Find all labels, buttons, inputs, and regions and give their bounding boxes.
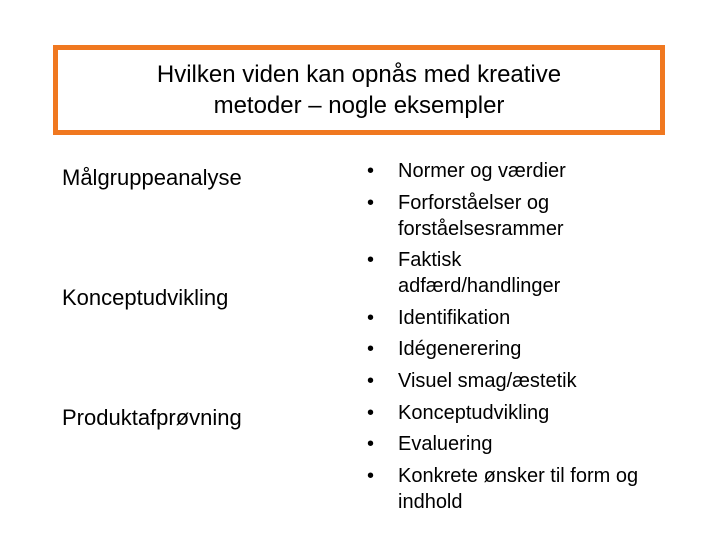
bullet-text: Idégenerering: [398, 338, 522, 361]
slide-title-line-1: Hvilken viden kan opnås med kreative: [156, 61, 562, 88]
bullet-dot: •: [367, 401, 375, 424]
bullet-dot: •: [367, 306, 375, 329]
bullet-dot: •: [367, 191, 375, 214]
left-item-konceptudvikling: Konceptudvikling: [62, 285, 229, 310]
left-item-maalgruppeanalyse: Målgruppeanalyse: [62, 165, 242, 190]
bullet-text: Identifikation: [398, 306, 511, 329]
bullet-dot: •: [367, 369, 375, 392]
bullet-item: [367, 463, 668, 515]
bullet-text: Normer og værdier: [398, 160, 566, 182]
bullet-text: Forforståelser og forståelsesrammer: [398, 191, 564, 240]
bullet-item: [367, 305, 712, 331]
bullet-item: [367, 431, 712, 457]
bullet-item: [367, 158, 712, 184]
bullet-text: Konkrete ønsker til form og indhold: [398, 464, 639, 513]
bullet-item: [367, 247, 623, 299]
bullet-text: Visuel smag/æstetik: [398, 369, 577, 392]
bullet-item: [367, 190, 623, 242]
bullet-item: [367, 336, 712, 362]
bullet-text: Konceptudvikling: [398, 401, 550, 424]
left-item-produktafproevning: Produktafprøvning: [62, 405, 242, 430]
title-box: [53, 45, 665, 135]
bullet-dot: •: [367, 464, 375, 487]
slide-title-line-2: metoder – nogle eksempler: [213, 92, 505, 119]
bullet-dot: •: [367, 160, 375, 182]
bullet-item: [367, 368, 712, 394]
bullet-text: Faktisk adfærd/handlinger: [398, 249, 561, 298]
bullet-dot: •: [367, 249, 375, 272]
bullet-dot: •: [367, 433, 375, 456]
bullet-item: [367, 400, 712, 426]
bullet-text: Evaluering: [398, 433, 493, 456]
bullet-list: [367, 158, 712, 520]
bullet-dot: •: [367, 338, 375, 361]
